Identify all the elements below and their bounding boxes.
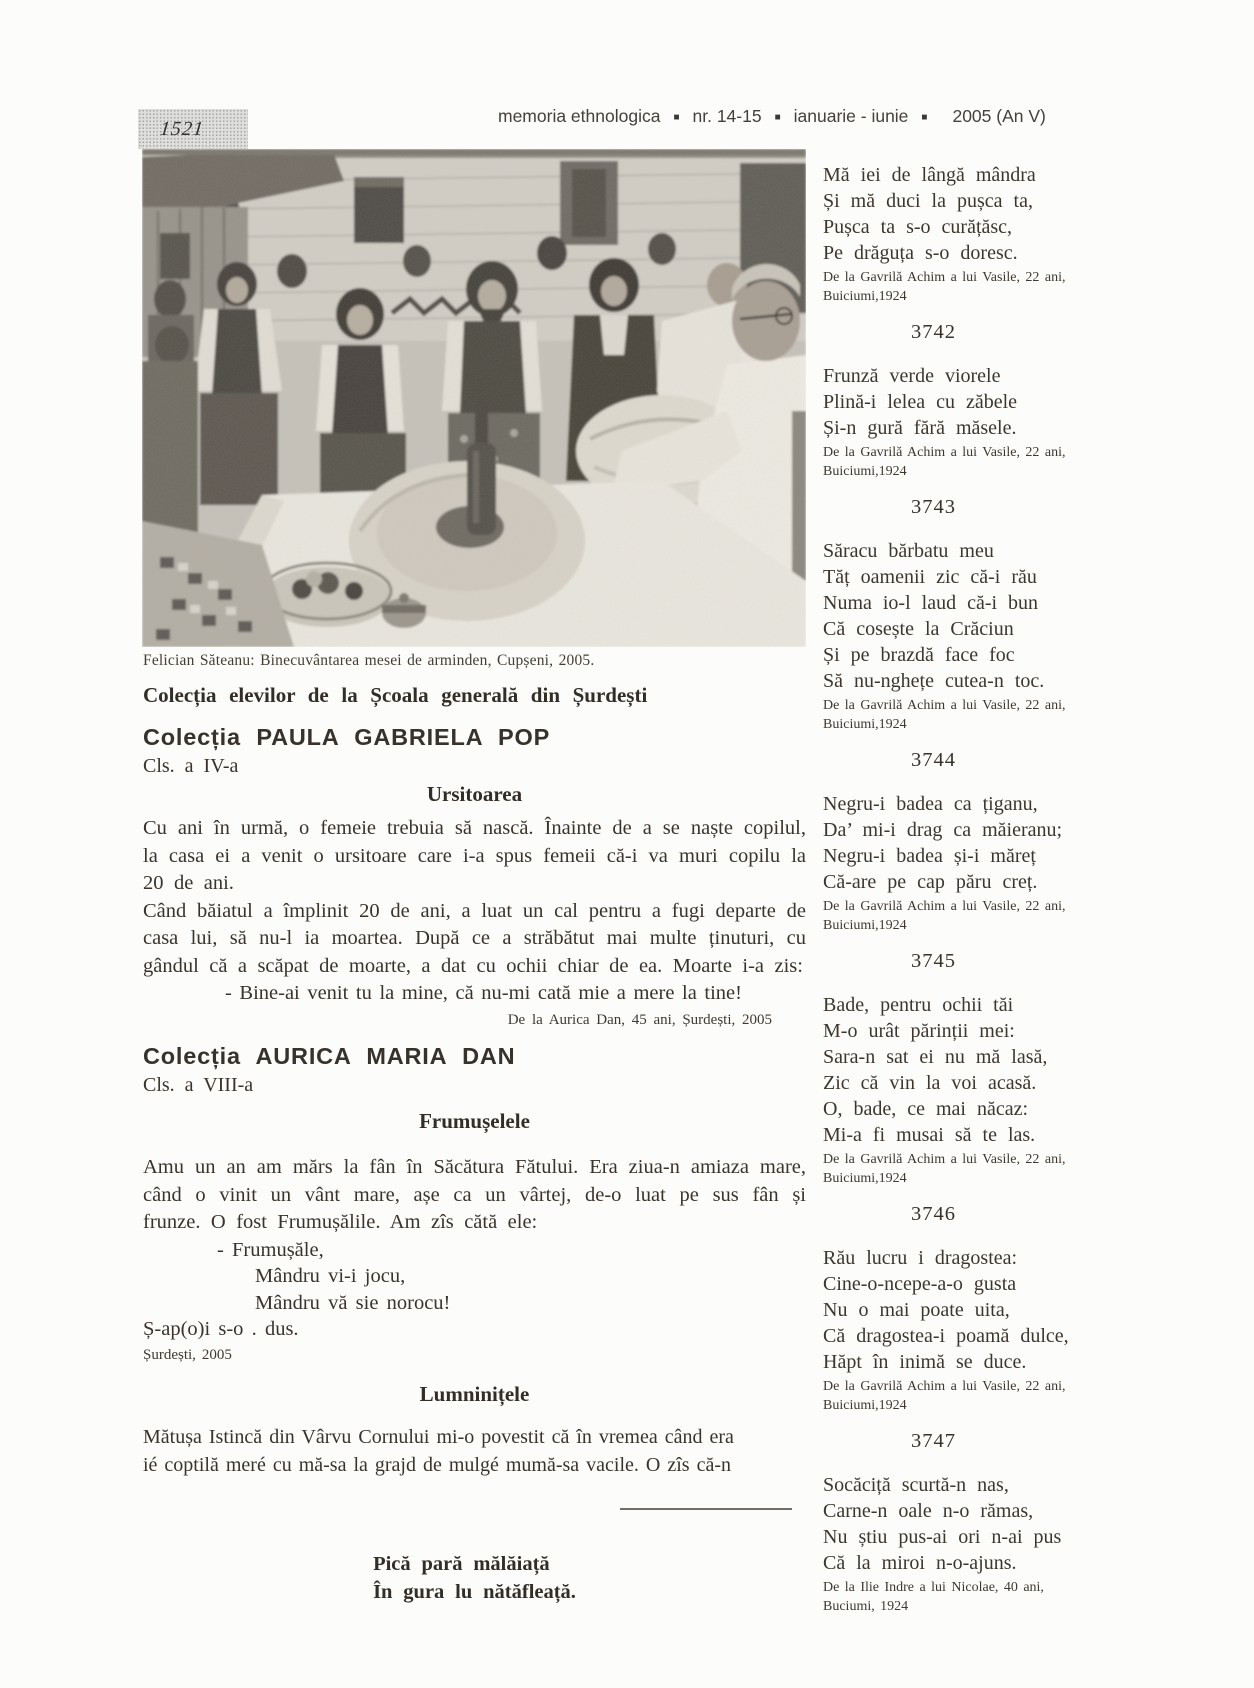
journal-year: 2005 (An V) [952, 106, 1046, 126]
story-title-frumuselele: Frumușelele [419, 1109, 530, 1133]
journal-header [498, 106, 1046, 127]
poem-3742 [823, 322, 1133, 481]
journal-period: ianuarie - iunie [793, 106, 909, 126]
poem-3745 [823, 951, 1133, 1188]
poem-3743 [823, 497, 1133, 734]
story-paragraph: Amu un an am mărs la fân în Săcătura Fătului. Era ziua-n amiaza mare, când o vinit un vânt mare, așe ca un vârtej, de-o luat pe sus fân și frunze. O fost Frumușălile. Am zîs cătă ele: [143, 1156, 806, 1233]
page-number-box [138, 109, 248, 149]
poem-text: Socăciță scurtă-n nas, Carne-n oale n-o rămas, Nu știu pus-ai ori n-ai pus Că la miroi n-o-ajuns. [823, 1474, 1062, 1574]
story-paragraph: Cu ani în urmă, o femeie trebuia să nască. Înainte de a se naște copilul, la casa ei a venit o ursitoare care i-a spus femeii că-i va muri copilu la 20 de ani. [143, 817, 806, 894]
section-heading-school: Colecția elevilor de la Școala generală din Șurdești [143, 683, 648, 707]
photo-arminden-blessing [142, 149, 806, 647]
story-dialogue-line: - Bine-ai venit tu la mine, că nu-mi cată mie a mere la tine! [225, 982, 742, 1004]
journal-title: memoria ethnologica [498, 106, 661, 126]
poem-3746 [823, 1204, 1133, 1415]
story-paragraph: Mătușa Istincă din Vârvu Cornului mi-o povestit că în vremea când era ié coptilă meré cu mă-sa la grajd de mulgé mumă-sa vacile. O zîs că-n [143, 1426, 734, 1476]
poem-number: 3745 [911, 950, 956, 972]
separator-square-icon: ■ [673, 111, 680, 123]
poem-source: De la Gavrilă Achim a lui Vasile, 22 ani, Buiciumi,1924 [823, 445, 1066, 479]
poem-3744 [823, 750, 1133, 935]
poem-source: De la Gavrilă Achim a lui Vasile, 22 ani, Buiciumi,1924 [823, 1152, 1066, 1186]
separator-square-icon: ■ [921, 111, 928, 123]
collection-title-paula-gabriela-pop: Colecția PAULA GABRIELA POP [143, 724, 551, 750]
poem-continued [823, 162, 1133, 306]
riddle-verse-lines: Pică pară mălăiață În gura lu nătăfleață. [373, 1553, 576, 1603]
poem-text: Bade, pentru ochii tăi M-o urât părinții mei: Sara-n sat ei nu mă lasă, Zic că vin la voi acasă. O, bade, ce mai năcaz: Mi-a fi musai să te las. [823, 994, 1048, 1146]
poem-text: Negru-i badea ca țiganu, Da’ mi-i drag ca măieranu; Negru-i badea și-i măreț Că-are pe cap păru creț. [823, 793, 1063, 893]
story-paragraph: Când băiatul a împlinit 20 de ani, a luat un cal pentru a fugi departe de casa lui, să nu-l ia moartea. După ce a străbătut mai multe ținuturi, cu gândul că a scăpat de moarte, a dat cu ochii chiar de ea. Moarte i-a zis: [143, 899, 806, 977]
story-closing-line: Ș-ap(o)i s-o . dus. [143, 1318, 299, 1340]
verse-line: - Frumușăle, [217, 1238, 324, 1261]
poem-number: 3742 [911, 321, 956, 343]
verse-line: Mândru vi-i jocu, [255, 1265, 406, 1287]
left-column [143, 683, 806, 1479]
grade-label: Cls. a VIII-a [143, 1074, 254, 1096]
scan-grain-overlay [142, 149, 806, 647]
collection-title-aurica-maria-dan: Colecția AURICA MARIA DAN [143, 1043, 516, 1069]
right-column-poems [823, 162, 1133, 1616]
poem-text: Rău lucru i dragostea: Cine-o-ncepe-a-o gusta Nu o mai poate uita, Că dragostea-i poamă dulce, Hăpt în inimă se duce. [823, 1247, 1069, 1373]
story-title-ursitoarea: Ursitoarea [426, 782, 523, 806]
story-title-lumninitele: Lumninițele [419, 1382, 530, 1406]
continuation-rule [620, 1508, 792, 1510]
poem-source: De la Gavrilă Achim a lui Vasile, 22 ani, Buiciumi,1924 [823, 698, 1066, 732]
poem-number: 3743 [911, 496, 956, 518]
verse-line: Mândru vă sie norocu! [255, 1291, 451, 1314]
poem-text: Frunză verde viorele Plină-i lelea cu zăbele Și-n gură fără măsele. [823, 365, 1018, 439]
story-source: Șurdești, 2005 [143, 1347, 232, 1363]
poem-number: 3744 [911, 749, 956, 771]
riddle-verse [143, 1550, 806, 1606]
poem-source: De la Gavrilă Achim a lui Vasile, 22 ani, Buiciumi,1924 [823, 899, 1066, 933]
poem-source: De la Gavrilă Achim a lui Vasile, 22 ani, Buiciumi,1924 [823, 270, 1066, 304]
poem-number: 3747 [911, 1430, 956, 1452]
poem-text: Mă iei de lângă mândra Și mă duci la pușca ta, Pușca ta s-o curățăsc, Pe drăguța s-o doresc. [823, 164, 1036, 264]
poem-text: Săracu bărbatu meu Tăț oamenii zic că-i rău Numa io-l laud că-i bun Că cosește la Crăciun Și pe brazdă face foc Să nu-nghețe cutea-n toc. [823, 540, 1045, 692]
poem-3747 [823, 1431, 1133, 1616]
poem-source: De la Ilie Indre a lui Nicolae, 40 ani, Buciumi, 1924 [823, 1580, 1044, 1614]
photo-caption: Felician Săteanu: Binecuvântarea mesei de arminden, Cupșeni, 2005. [143, 652, 595, 669]
page-number: 1521 [158, 117, 206, 140]
story-source: De la Aurica Dan, 45 ani, Șurdești, 2005 [507, 1012, 772, 1028]
poem-source: De la Gavrilă Achim a lui Vasile, 22 ani, Buiciumi,1924 [823, 1379, 1066, 1413]
journal-issue: nr. 14-15 [692, 106, 762, 126]
poem-number: 3746 [911, 1203, 956, 1225]
grade-label: Cls. a IV-a [143, 755, 239, 777]
separator-square-icon: ■ [774, 111, 781, 123]
